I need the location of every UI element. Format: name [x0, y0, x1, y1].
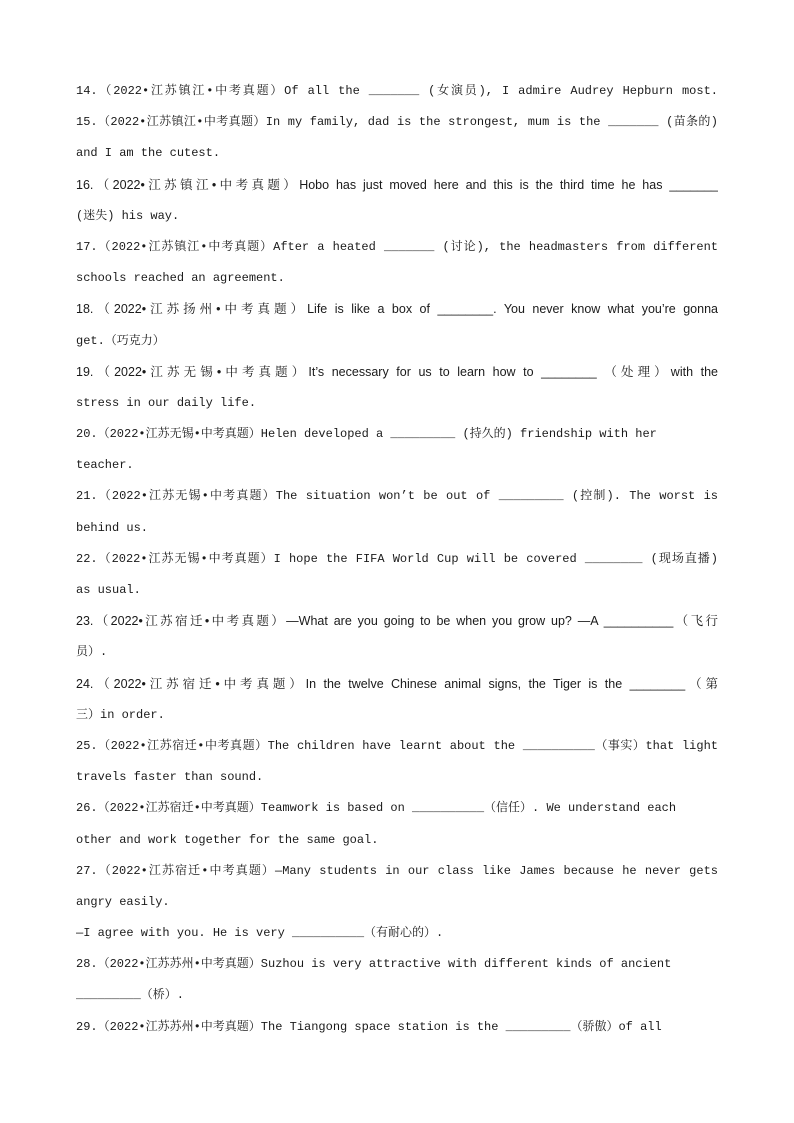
text-line: 三）in order.	[76, 707, 165, 722]
text-line: schools reached an agreement.	[76, 271, 285, 286]
text-line: 24.（2022•江苏宿迁•中考真题）In the twelve Chinese animal signs, the Tiger is the ________（第	[76, 676, 718, 691]
text-line: as usual.	[76, 583, 141, 597]
text-line: _________（桥）.	[76, 988, 185, 1003]
text-line: 14.（2022•江苏镇江•中考真题）Of all the _______ (女演员), I admire Audrey Hepburn most.	[76, 84, 718, 98]
text-line: other and work together for the same goal.	[76, 832, 379, 847]
text-line: —I agree with you. He is very __________（有耐心的）.	[76, 926, 444, 941]
text-line: 18.（2022•江苏扬州•中考真题）Life is like a box of ________. You never know what you’re gonna	[76, 302, 718, 317]
text-line: and I am the cutest.	[76, 146, 221, 161]
text-line: travels faster than sound.	[76, 770, 264, 785]
text-line: 22.（2022•江苏无锡•中考真题）I hope the FIFA World Cup will be covered ________ (现场直播)	[76, 551, 718, 566]
text-line: 25.（2022•江苏宿迁•中考真题）The children have learnt about the __________（事实）that light	[76, 738, 718, 753]
document-body	[76, 80, 718, 1047]
text-line: 员）.	[76, 645, 108, 660]
text-line: 20.（2022•江苏无锡•中考真题）Helen developed a _________ (持久的) friendship with her	[76, 427, 657, 442]
text-line: 21.（2022•江苏无锡•中考真题）The situation won’t be out of _________ (控制). The worst is	[76, 489, 718, 504]
text-line: behind us.	[76, 520, 149, 535]
text-line: 27.（2022•江苏宿迁•中考真题）—Many students in our class like James because he never gets	[76, 863, 718, 878]
text-line: 28.（2022•江苏苏州•中考真题）Suzhou is very attractive with different kinds of ancient	[76, 957, 672, 972]
text-line: 26.（2022•江苏宿迁•中考真题）Teamwork is based on __________（信任）. We understand each	[76, 801, 677, 816]
text-line: (迷失) his way.	[76, 208, 180, 223]
text-line: 23.（2022•江苏宿迁•中考真题）—What are you going to be when you grow up? —A __________（飞行	[76, 614, 718, 629]
text-line: angry easily.	[76, 894, 170, 909]
text-line: 29.（2022•江苏苏州•中考真题）The Tiangong space station is the _________（骄傲）of all	[76, 1019, 662, 1034]
text-line: 15.（2022•江苏镇江•中考真题）In my family, dad is the strongest, mum is the _______ (苗条的)	[76, 115, 718, 130]
text-line: 17.（2022•江苏镇江•中考真题）After a heated _______ (讨论), the headmasters from different	[76, 239, 718, 254]
text-line: stress in our daily life.	[76, 395, 257, 410]
text-line: teacher.	[76, 458, 134, 473]
text-line: 19.（2022•江苏无锡•中考真题）It’s necessary for us to learn how to ________ （处理）with the	[76, 364, 718, 379]
text-line: get.（巧克力）	[76, 333, 165, 348]
text-line: 16.（2022•江苏镇江•中考真题）Hobo has just moved here and this is the third time he has _______	[76, 177, 718, 192]
